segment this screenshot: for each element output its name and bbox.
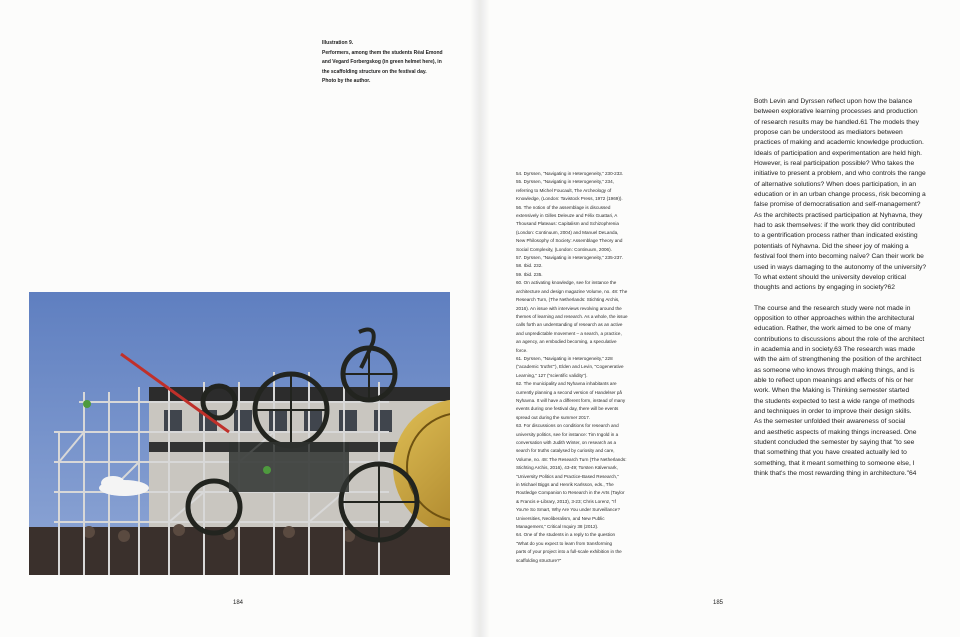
body-line: and aesthetic aspects of making things increased. One	[754, 428, 917, 436]
body-line: had to ask themselves: if the work they did contributed	[754, 222, 915, 230]
footnote-line: Learning," 127 ("scientific validity").	[516, 372, 588, 378]
body-line: of alternative solutions? When does participation, in an	[754, 180, 917, 188]
footnote-line: Routledge Companion to Research in the Arts (Taylor	[516, 490, 625, 496]
paragraph-gap	[754, 294, 954, 304]
footnote-line: currently planning a second version of Handelser på	[516, 389, 622, 395]
footnote-line: Stichting Archis, 2016), 43-49; Torsten Kälvemark,	[516, 465, 618, 471]
body-line: something, that it meant something to someone else, I	[754, 459, 915, 467]
body-line: used in ways damaging to the autonomy of the university?	[754, 263, 927, 271]
footnote-line: New Philosophy of Society: Assemblage Theory and	[516, 238, 623, 244]
footnote-line: parts of your project into a full-scale exhibition in the	[516, 549, 622, 555]
footnote-line: Volume, no. 48: The Research Turn (The Netherlands:	[516, 456, 627, 462]
footnote-line: & Francis e-Library, 2013), 3-23; Chris Lorenz, "If	[516, 498, 616, 504]
body-line: student concluded the semester by saying that "to see	[754, 439, 915, 446]
body-line: thoughts and actions by engaging in society?62	[754, 284, 895, 292]
footnote-line: 56. The notion of the assemblage is discussed	[516, 204, 611, 210]
body-line: with the aim of strengthening the position of the architect	[754, 356, 922, 364]
body-line: that something that you have created actually led to	[754, 449, 907, 457]
page-number-right: 185	[713, 600, 724, 606]
body-line: to a gentrification process rather than indicated existing	[754, 232, 918, 240]
figure-caption	[322, 39, 462, 87]
footnote-line: Thousand Plateaus: Capitalism and Schizophrenia	[516, 221, 619, 227]
body-line: education. Rather, the work aimed to be one of many	[754, 325, 911, 333]
footnote-line: 58. Ibid. 232.	[516, 263, 543, 269]
footnote-line: Nyhavna. It will have a different form, instead of many	[516, 397, 626, 403]
footnote-line: You're So Smart, Why Are You under Surveillance?	[516, 507, 620, 513]
footnote-line: "What do you expect to learn from transforming	[516, 540, 613, 546]
caption-line: and Vegard Forbergskog (in green helmet here), in	[322, 59, 442, 66]
footnote-line: 64. One of the students in a reply to the question	[516, 532, 616, 538]
footnote-line: search for truths catalysed by curiosity and care,	[516, 448, 615, 454]
footnote-line: Universities, Neoliberalism, and New Public	[516, 515, 605, 521]
footnote-line: conversation with Judith Winter, on research as a	[516, 440, 617, 445]
footnote-line: 61. Dyrssen, "Navigating in Heterogeneity," 228	[516, 355, 613, 361]
body-line: Ideals of participation and experimentation are held high.	[754, 149, 923, 157]
footnote-line: architecture and design magazine Volume, no. 48: The	[516, 288, 628, 294]
footnote-line: and unpredictable movement – a search, a practice,	[516, 330, 622, 336]
body-line: able to reflect upon meanings and effects of his or her	[754, 376, 914, 384]
footnote-line: referring to Michel Foucault, The Archeology of	[516, 187, 612, 193]
footnotes	[516, 170, 644, 565]
footnote-line: 63. For discussions on conditions for research and	[516, 423, 619, 429]
body-text	[754, 97, 954, 479]
body-line: false promise of democratisation and self-management?	[754, 201, 921, 209]
body-line: work. When the Making is Thinking semester started	[754, 387, 910, 395]
footnote-line: university politics, see for instance: Tim Ingold in a	[516, 431, 619, 437]
body-line: As the semester unfolded their awareness of social	[754, 418, 906, 426]
body-line: initiative to present a problem, and who controls the range	[754, 170, 926, 178]
body-line: in academia and in society.63 The research was made	[754, 345, 916, 353]
body-line: festival fool them into becoming naïve? Can their work be	[754, 253, 924, 261]
body-paragraph	[754, 304, 954, 480]
festival-photo	[29, 292, 450, 575]
body-line: between explorative learning processes and production	[754, 108, 918, 116]
footnote-line: force.	[516, 347, 528, 353]
body-line: potentials of Nyhavna. Did the sheer joy of making a	[754, 242, 909, 250]
body-line: practices of making and academic knowledge production.	[754, 139, 924, 147]
footnote-line: 54. Dyrssen, "Navigating in Heterogeneity," 230-233.	[516, 171, 624, 176]
footnote-line: "University Politics and Practice-Based Research,"	[516, 473, 619, 479]
footnote-line: 60. On activating knowledge, see for instance the	[516, 280, 617, 286]
body-line: Both Levin and Dyrssen reflect upon how the balance	[754, 98, 913, 105]
body-paragraph	[754, 97, 954, 294]
body-line: contributions to discussions about the role of the architect	[754, 335, 925, 343]
footnote-line: scaffolding structure?"	[516, 557, 562, 563]
body-line: the students expected to test a wide range of methods	[754, 397, 915, 405]
body-line: However, is real participation possible? Who takes the	[754, 160, 915, 168]
page-number-left: 184	[233, 600, 244, 606]
footnote-line: 57. Dyrssen, "Navigating in Heterogeneity," 235-237.	[516, 255, 624, 261]
footnote-line: 55. Dyrssen, "Navigating in Heterogeneity," 234,	[516, 179, 614, 185]
body-line: As the architects practised participation at Nyhavna, they	[754, 211, 923, 219]
body-line: think that's the most rewarding thing in architecture."64	[754, 470, 917, 478]
book-gutter	[470, 0, 490, 637]
caption-line: Illustration 9.	[322, 40, 354, 46]
body-line: propose can be understood as mediators between	[754, 129, 903, 137]
body-line: and techniques in order to improve their design skills.	[754, 407, 912, 415]
footnote-line: spread out during the summer 2017.	[516, 414, 591, 420]
footnote-line: an agency, an embodied becoming, a speculative	[516, 339, 617, 345]
footnote-line: Knowledge, (London: Tavistock Press, 1972 (1969)).	[516, 196, 623, 202]
footnote-line: (London: Continuum, 2004) and Manuel DeLanda,	[516, 229, 619, 235]
footnote-line: in Michael Biggs and Henrik Karlsson, eds., The	[516, 482, 614, 488]
footnote-line: 2016). An issue with interviews revolving around the	[516, 305, 622, 311]
body-line: The course and the research study were not made in	[754, 304, 911, 312]
body-line: opposition to other approaches within the architectural	[754, 314, 915, 322]
footnote-line: Social Complexity, (London: Continuum, 2006).	[516, 246, 612, 252]
body-line: of research results may be handled.61 The models they	[754, 118, 919, 126]
footnote-line: Management," Critical Inquiry 38 (2012).	[516, 524, 599, 530]
footnote-line: 62. The municipality and Nyhavna inhabitants are	[516, 381, 617, 387]
body-line: To what extent should the university develop critical	[754, 273, 907, 281]
body-line: as someone who knows through making things, and is	[754, 366, 915, 374]
caption-line: Photo by the author.	[322, 78, 371, 85]
body-line: education or in an urban change process, risk becoming a	[754, 191, 926, 199]
footnote-line: calls forth an understanding of research as an active	[516, 322, 623, 328]
footnote-line: Research Turn, (The Netherlands: Stichting Archis,	[516, 297, 620, 303]
footnote-line: themes of learning and research. As a whole, the issue	[516, 313, 628, 319]
footnote-line: ("academic 'truths'"), Elden and Levin, "Cogenerative	[516, 364, 624, 370]
caption-line: Performers, among them the students Réal Emond	[322, 49, 443, 56]
footnote-line: 59. Ibid. 235.	[516, 271, 543, 277]
caption-line: the scaffolding structure on the festival day.	[322, 68, 427, 75]
footnote-line: events during one festival day, there will be events	[516, 406, 619, 412]
footnote-line: extensively in Gilles Deleuze and Félix Guattari, A	[516, 213, 618, 219]
